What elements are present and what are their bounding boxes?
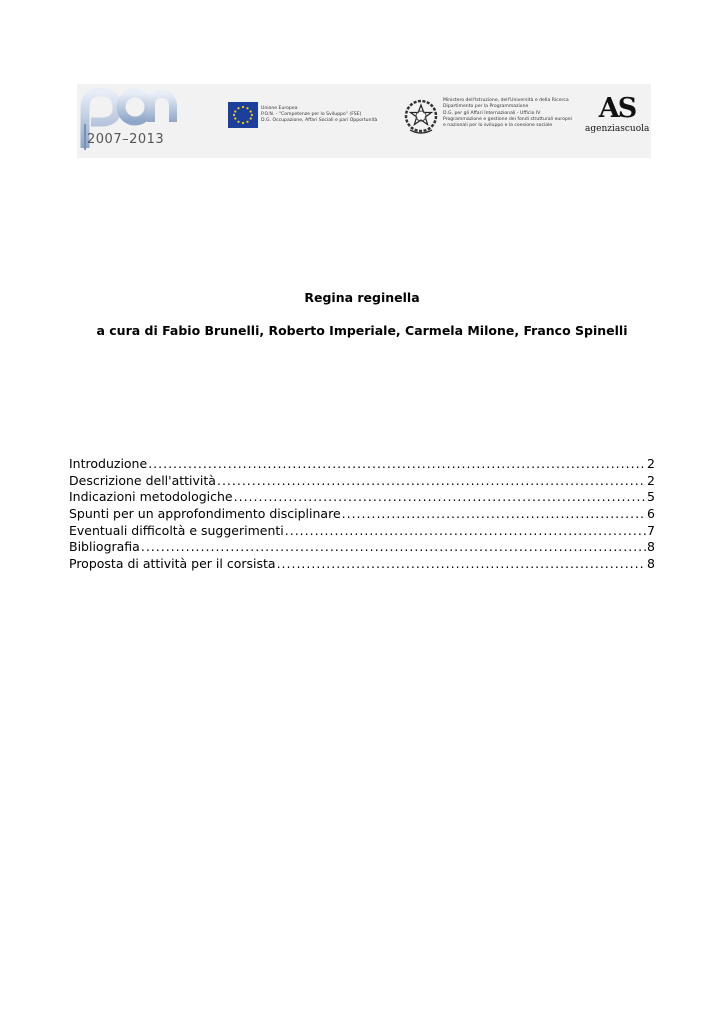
toc-leader-dots [148,456,646,473]
eu-text [261,106,411,124]
italian-republic-emblem-icon [402,96,440,136]
toc-entry-page[interactable]: 6 [647,506,655,522]
toc-entry-label[interactable]: Spunti per un approfondimento disciplinare [69,506,341,522]
toc-leader-dots [277,556,646,573]
header-banner [77,84,651,158]
toc-entry-page[interactable]: 7 [647,522,655,538]
document-title: Regina reginella [304,290,420,305]
toc-entry-page[interactable]: 2 [647,456,655,471]
ministry-text-line: Ministero dell'Istruzione, dell'Università e della Ricerca [443,98,569,103]
toc-leader-dots [342,506,646,523]
toc-entry-label[interactable]: Eventuali difficoltà e suggerimenti [69,522,284,538]
agenziascuola-logo [585,94,649,144]
eu-text-line: Unione Europea [261,106,298,111]
toc-leader-dots [141,539,646,556]
agenziascuola-logo-mark: AS [598,93,636,124]
toc-leader-dots [234,489,646,506]
toc-entry-label[interactable]: Descrizione dell'attività [69,472,216,488]
agenziascuola-logo-text: agenziascuola [585,124,650,134]
toc-leader-dots [217,473,646,490]
toc-entry[interactable] [69,456,655,473]
toc-entry[interactable] [69,556,655,573]
toc-entry-page[interactable]: 5 [647,489,655,505]
ministry-text [443,98,583,129]
toc-entry[interactable] [69,489,655,506]
document-authors: a cura di Fabio Brunelli, Roberto Imperiale, Carmela Milone, Franco Spinelli [96,323,628,338]
toc-entry[interactable] [69,523,655,540]
toc-entry[interactable] [69,506,655,523]
toc-entry-label[interactable]: Bibliografia [69,539,140,555]
eu-flag-icon [228,102,258,128]
toc-entry[interactable] [69,473,655,490]
ministry-text-line: D.G. per gli Affari Internazionali - Ufficio IV [443,110,541,116]
eu-text-line: P.O.N. - "Competenze per lo Sviluppo" (FSE) [261,112,362,117]
table-of-contents [69,456,655,573]
pon-year: 2007–2013 [87,132,165,147]
toc-entry-page[interactable]: 8 [647,539,655,555]
toc-entry-label[interactable]: Indicazioni metodologiche [69,489,233,505]
toc-entry-page[interactable]: 8 [647,556,655,572]
toc-leader-dots [285,523,646,540]
eu-text-line: D.G. Occupazione, Affari Sociali e pari Opportunità [261,118,378,123]
toc-entry[interactable] [69,539,655,556]
toc-entry-page[interactable]: 2 [647,472,655,488]
ministry-text-line: Programmazione e gestione dei fondi strutturali europei [443,116,572,122]
ministry-text-line: Dipartimento per la Programmazione [443,104,529,110]
ministry-text-line: e nazionali per lo sviluppo e la coesione sociale [443,123,553,129]
toc-entry-label[interactable]: Introduzione [69,456,148,471]
toc-entry-label[interactable]: Proposta di attività per il corsista [69,556,276,572]
